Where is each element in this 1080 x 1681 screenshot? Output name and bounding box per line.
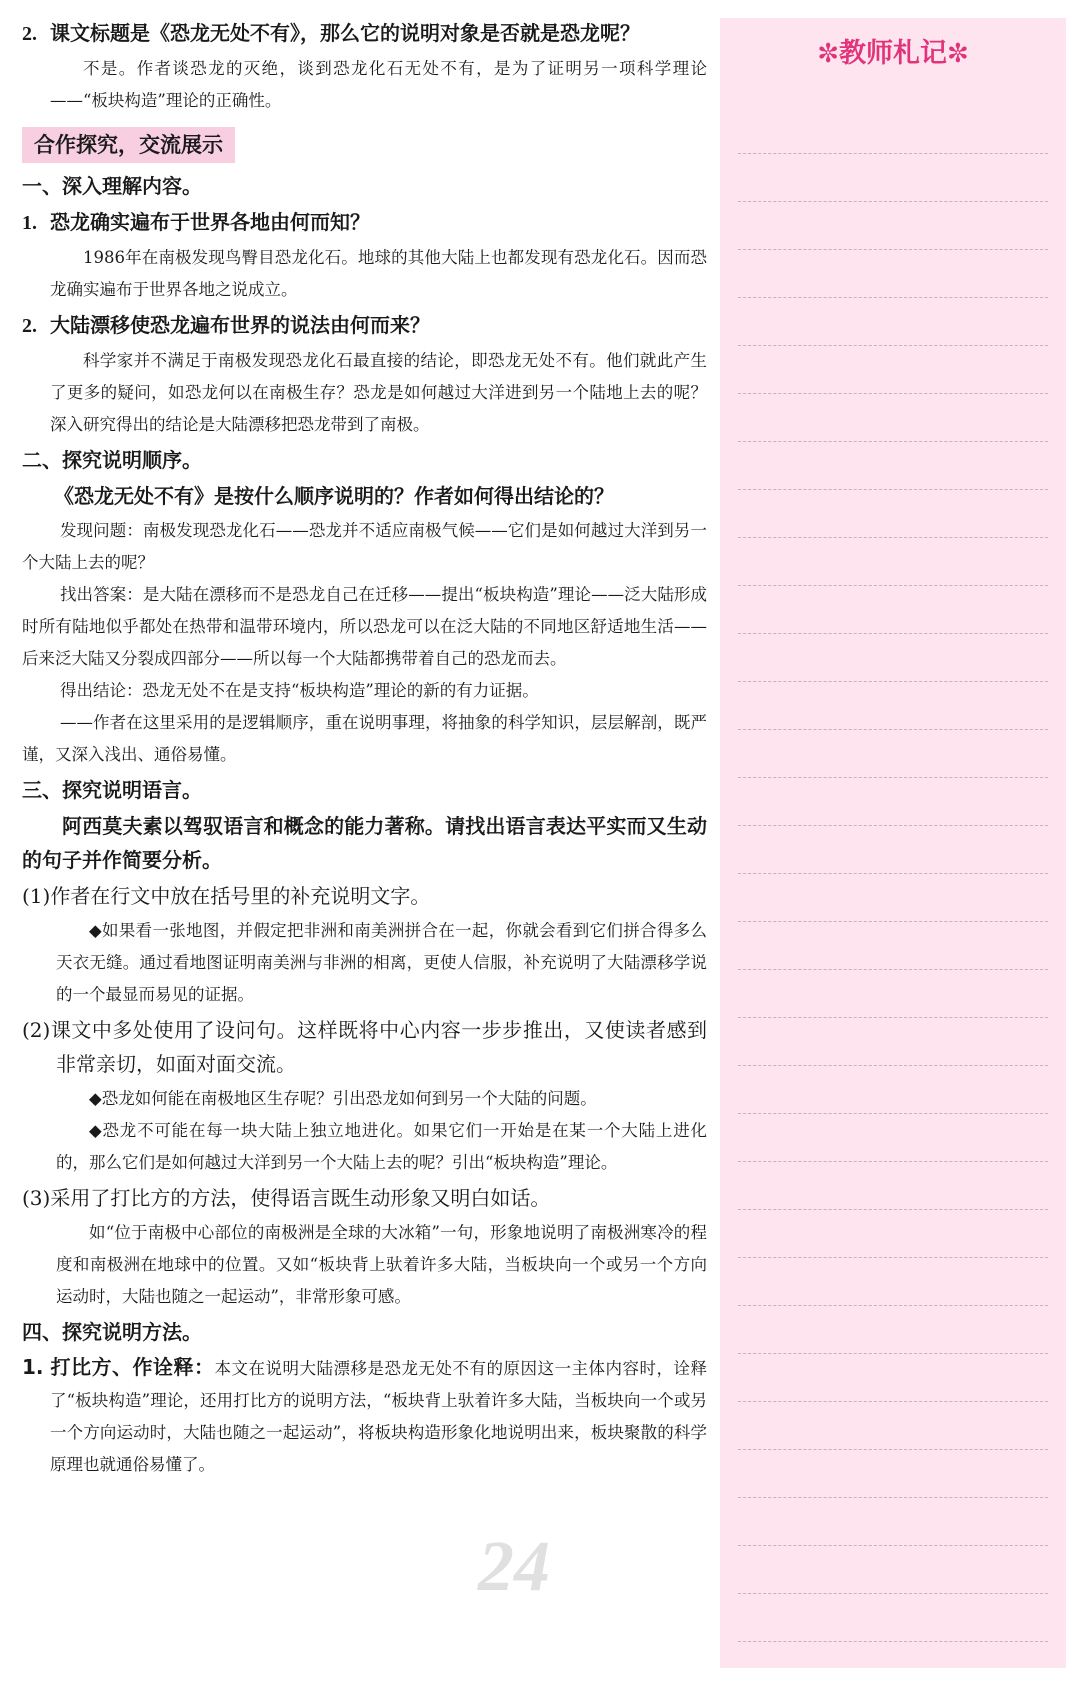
note-line	[738, 778, 1048, 826]
question-number: 2.	[22, 315, 37, 337]
section1-title: 一、深入理解内容。	[22, 174, 202, 198]
note-line	[738, 1306, 1048, 1354]
section2-paragraph-1: 发现问题：南极发现恐龙化石——恐龙并不适应南极气候——它们是如何越过大洋到另一个大陆上去的呢？	[22, 521, 707, 572]
section1-q1-answer: 1986年在南极发现鸟臀目恐龙化石。地球的其他大陆上也都发现有恐龙化石。因而恐龙确实遍布于世界各地之说成立。	[50, 248, 707, 299]
note-line	[738, 874, 1048, 922]
question-text: 恐龙确实遍布于世界各地由何而知？	[50, 210, 370, 234]
question-text: 课文标题是《恐龙无处不有》，那么它的说明对象是否就是恐龙呢？	[50, 21, 640, 45]
section3-sub3: (3)采用了打比方的方法，使得语言既生动形象又明白如话。	[22, 1186, 551, 1210]
section1-q2	[22, 308, 707, 343]
note-line	[738, 1594, 1048, 1642]
note-line	[738, 634, 1048, 682]
section2-title: 二、探究说明顺序。	[22, 448, 202, 472]
note-line	[738, 106, 1048, 154]
flower-icon: ✼	[947, 39, 969, 69]
note-lines	[738, 106, 1048, 1642]
section3-sub3-example: 如“位于南极中心部位的南极洲是全球的大冰箱”一句，形象地说明了南极洲寒冷的程度和南极洲在地球中的位置。又如“板块背上驮着许多大陆，当板块向一个或另一个方向运动时，大陆也随之一起运动”，非常形象可感。	[56, 1223, 707, 1306]
flower-icon: ✼	[817, 39, 839, 69]
section3-title: 三、探究说明语言。	[22, 778, 202, 802]
section1-q1	[22, 205, 707, 240]
note-line	[738, 1258, 1048, 1306]
note-line	[738, 922, 1048, 970]
top-question-answer: 不是。作者谈恐龙的灭绝，谈到恐龙化石无处不有，是为了证明另一项科学理论——“板块构造”理论的正确性。	[50, 59, 707, 110]
main-content	[22, 14, 707, 1481]
note-line	[738, 346, 1048, 394]
section3-sub2-example-2: ◆恐龙不可能在每一块大陆上独立地进化。如果它们一开始是在某一个大陆上进化的，那么它们是如何越过大洋到另一个大陆上去的呢？引出“板块构造”理论。	[56, 1121, 707, 1172]
note-line	[738, 682, 1048, 730]
section4-title: 四、探究说明方法。	[22, 1320, 202, 1344]
section-banner: 合作探究，交流展示	[22, 127, 235, 163]
note-line	[738, 1546, 1048, 1594]
section2-paragraph-2: 找出答案：是大陆在漂移而不是恐龙自己在迁移——提出“板块构造”理论——泛大陆形成时所有陆地似乎都处在热带和温带环境内，所以恐龙可以在泛大陆的不同地区舒适地生活——后来泛大陆又分裂成四部分——所以每一个大陆都携带着自己的恐龙而去。	[22, 585, 707, 668]
note-line	[738, 298, 1048, 346]
note-line	[738, 1210, 1048, 1258]
section3-sub2-example-1: ◆恐龙如何能在南极地区生存呢？引出恐龙如何到另一个大陆的问题。	[89, 1089, 597, 1108]
note-line	[738, 1402, 1048, 1450]
question-number: 1.	[22, 212, 37, 234]
note-line	[738, 1162, 1048, 1210]
note-line	[738, 538, 1048, 586]
item-lead: 打比方、作诠释：	[50, 1355, 215, 1379]
item-number: 1.	[22, 1355, 44, 1379]
note-line	[738, 730, 1048, 778]
note-line	[738, 394, 1048, 442]
note-line	[738, 490, 1048, 538]
section4-item1	[22, 1351, 707, 1481]
note-line	[738, 1450, 1048, 1498]
section3-sub2: (2)课文中多处使用了设问句。这样既将中心内容一步步推出，又使读者感到非常亲切，如面对面交流。	[22, 1018, 707, 1076]
note-line	[738, 1354, 1048, 1402]
note-line	[738, 442, 1048, 490]
note-line	[738, 154, 1048, 202]
sidebar-title-text: 教师札记	[839, 38, 947, 69]
teacher-notes-sidebar	[720, 18, 1066, 1668]
section2-paragraph-3: 得出结论：恐龙无处不在是支持“板块构造”理论的新的有力证据。	[59, 681, 539, 700]
sidebar-title	[720, 34, 1066, 74]
section1-q2-answer: 科学家并不满足于南极发现恐龙化石最直接的结论，即恐龙无处不有。他们就此产生了更多的疑问，如恐龙何以在南极生存？恐龙是如何越过大洋进到另一个陆地上去的呢？深入研究得出的结论是大陆漂移把恐龙带到了南极。	[50, 351, 707, 434]
note-line	[738, 1066, 1048, 1114]
note-line	[738, 202, 1048, 250]
section2-paragraph-4: ——作者在这里采用的是逻辑顺序，重在说明事理，将抽象的科学知识，层层解剖，既严谨，又深入浅出、通俗易懂。	[22, 713, 707, 764]
note-line	[738, 250, 1048, 298]
note-line	[738, 586, 1048, 634]
section2-question: 《恐龙无处不有》是按什么顺序说明的？作者如何得出结论的？	[54, 484, 614, 508]
top-question	[22, 16, 707, 51]
section3-sub1: (1)作者在行文中放在括号里的补充说明文字。	[22, 884, 431, 908]
note-line	[738, 1018, 1048, 1066]
note-line	[738, 1114, 1048, 1162]
page-number: 24	[478, 1526, 550, 1606]
item-text: 本文在说明大陆漂移是恐龙无处不有的原因这一主体内容时，诠释了“板块构造”理论，还用打比方的说明方法，“板块背上驮着许多大陆，当板块向一个或另一个方向运动时，大陆也随之一起运动”，将板块构造形象化地说明出来，板块聚散的科学原理也就通俗易懂了。	[50, 1359, 707, 1474]
question-number: 2.	[22, 23, 37, 45]
note-line	[738, 1498, 1048, 1546]
section3-sub1-example: ◆如果看一张地图，并假定把非洲和南美洲拼合在一起，你就会看到它们拼合得多么天衣无缝。通过看地图证明南美洲与非洲的相离，更使人信服，补充说明了大陆漂移学说的一个最显而易见的证据。	[56, 921, 707, 1004]
section3-question: 阿西莫夫素以驾驭语言和概念的能力著称。请找出语言表达平实而又生动的句子并作简要分析。	[22, 814, 707, 872]
note-line	[738, 970, 1048, 1018]
question-text: 大陆漂移使恐龙遍布世界的说法由何而来？	[50, 313, 430, 337]
note-line	[738, 826, 1048, 874]
